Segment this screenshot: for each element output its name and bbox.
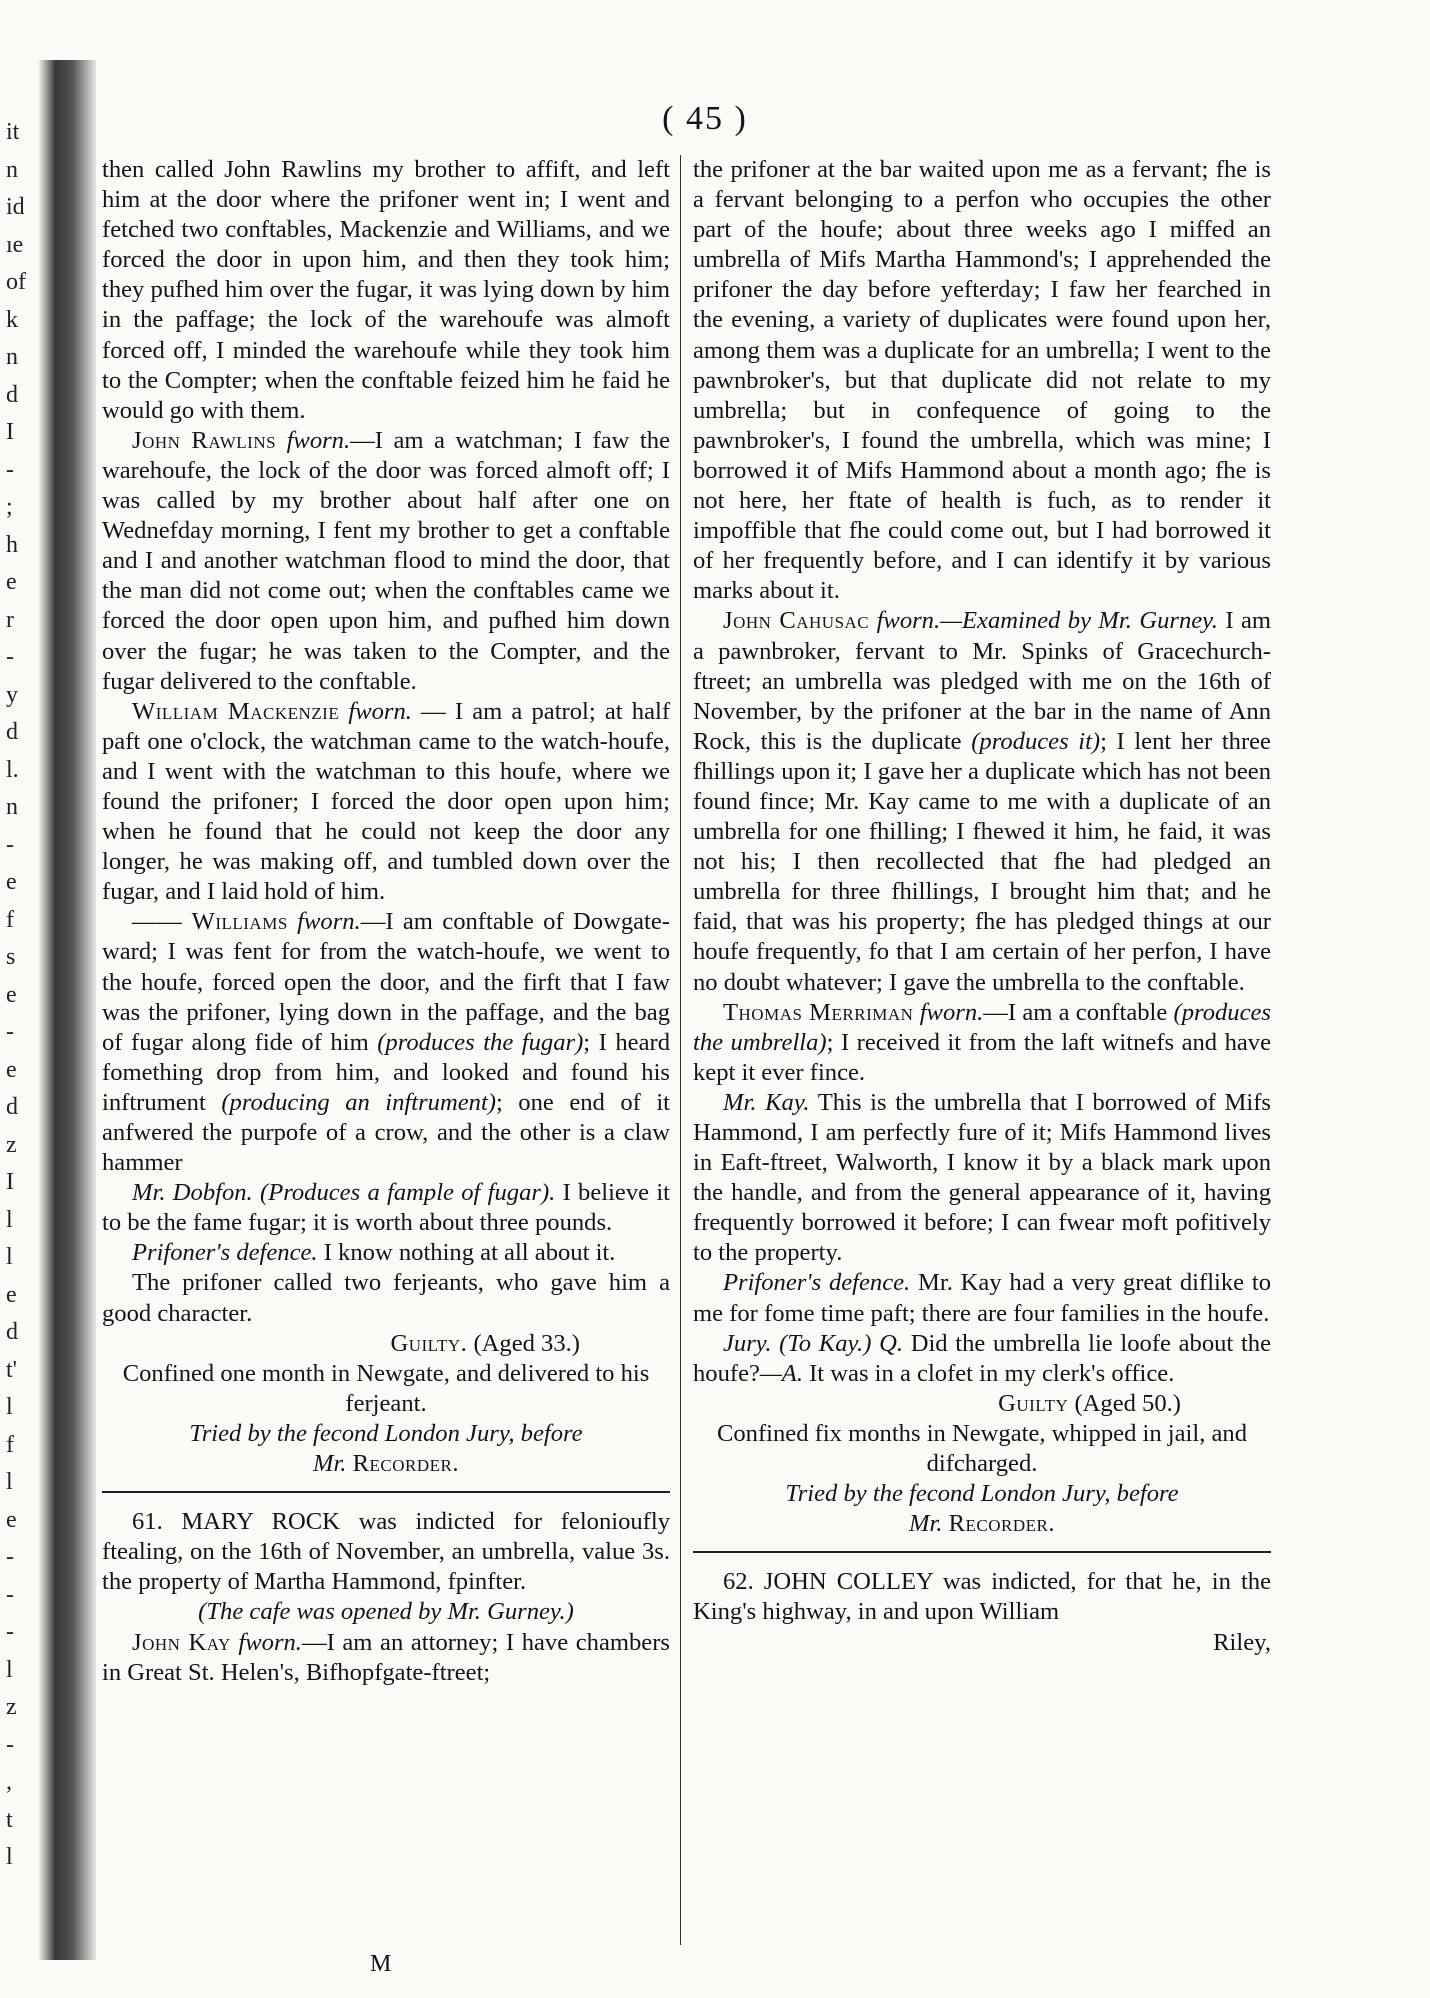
- margin-fragment: of: [6, 269, 26, 295]
- testimony-thomas-merriman: [693, 998, 1271, 1088]
- testimony-john-kay: [102, 1628, 670, 1688]
- margin-fragment: id: [6, 194, 25, 220]
- case-opened: (The cafe was opened by Mr. Gurney.): [198, 1598, 574, 1626]
- margin-fragment: I: [6, 419, 14, 445]
- jury-question: [693, 1329, 1271, 1389]
- testimony-text: I believe it to be the fame fugar; it is worth about three pounds.: [102, 1179, 671, 1237]
- margin-fragment: it: [6, 119, 20, 145]
- testimony-text: ; I heard fomething drop from him, and looked and found his inftrument: [102, 1028, 670, 1116]
- page-number: ( 45 ): [662, 100, 748, 137]
- margin-fragment: e: [6, 1506, 17, 1533]
- catchword: M: [370, 1951, 392, 1977]
- margin-fragment: I: [6, 1169, 14, 1195]
- case-separator: [693, 1551, 1271, 1553]
- margin-fragment: d: [6, 1094, 18, 1120]
- sentence: Confined fix months in Newgate, whipped in jail, and difcharged.: [716, 1419, 1248, 1478]
- testimony-text: —I am conftable of Dowgate-ward; I was fent for from the watch-houfe, we went to the houfe, forced open the door, and the firft that I faw was the prifoner, lying down in the paffage, and the bag of fugar along fide of him: [102, 908, 670, 1056]
- testimony-mr-dobson: [102, 1178, 670, 1238]
- sworn-label: fworn.: [919, 998, 984, 1026]
- margin-fragment: ıe: [6, 231, 24, 258]
- verdict-label: Guilty.: [390, 1329, 468, 1357]
- margin-fragment: -: [6, 1019, 14, 1045]
- answer-label: —A.: [759, 1359, 803, 1387]
- right-column: [693, 155, 1271, 1658]
- defence-text: Mr. Kay had a very great diflike to me for fome time paft; there are four families in the houfe.: [693, 1269, 1271, 1327]
- margin-fragment: e: [6, 1281, 17, 1308]
- margin-fragment: -: [6, 831, 14, 858]
- verdict: [693, 1389, 1271, 1419]
- recorder-line: [102, 1449, 670, 1479]
- testimony-john-cahusac: [693, 606, 1271, 997]
- margin-fragment: l.: [6, 756, 19, 783]
- testimony-mr-kay: [693, 1088, 1271, 1269]
- margin-fragment: l: [6, 1394, 13, 1420]
- testimony-continued: the prifoner at the bar waited upon me as a fervant; fhe is a fervant belonging to a perfon who occupies the other part of the houfe; about three weeks ago I miffed an umbrella of Mifs Martha Hammond's; I apprehended the prifoner the day before yefterday; I faw her fearched in the evening, a variety of duplicates were found upon her, among them was a duplicate for an umbrella; I went to the pawnbroker's, but that duplicate did not relate to my umbrella; but in confequence of going to the pawnbroker's, I found the umbrella, which was mine; I borrowed it of Mifs Hammond about a month ago; fhe is not here, her ftate of health is fuch, as to render it impoffible that fhe could come out, but I had borrowed it of her frequently before, and I can identify it by various marks about it.: [693, 156, 1271, 605]
- defence-label: Prifoner's defence.: [723, 1269, 911, 1297]
- recorder: Recorder.: [948, 1510, 1056, 1538]
- left-column: [102, 155, 670, 1688]
- testimony-text: —I am a watchman; I faw the warehoufe, the lock of the door was forced almoft off; I was called by my brother about half after one on Wednefday morning, I fent my brother to get a conftable and I and another watchman flood to mind the door, that the man did not come out; when the conftables came we forced the door open upon him, and pufhed him down over the fugar; he was taken to the Compter, and the fugar delivered to the conftable.: [102, 426, 670, 695]
- examined-by: —Examined by Mr. Gurney.: [940, 607, 1218, 635]
- margin-fragment: n: [6, 156, 18, 183]
- recorder: Recorder.: [352, 1450, 460, 1478]
- testimony-john-rawlins: [102, 426, 670, 697]
- testimony-williams: [102, 907, 670, 1178]
- margin-fragment: t': [6, 1356, 17, 1383]
- verdict-age: (Aged 33.): [467, 1329, 580, 1357]
- margin-fragment: ;: [6, 494, 13, 520]
- margin-fragment: -: [6, 1581, 14, 1608]
- margin-fragment: -: [6, 456, 14, 483]
- defence-label: Prifoner's defence.: [132, 1239, 318, 1267]
- answer-text: It was in a clofet in my clerk's office.: [802, 1359, 1175, 1387]
- margin-fragment: l: [6, 1244, 13, 1270]
- testimony-text: —I am an attorney; I have chambers in Great St. Helen's, Bifhopfgate-ftreet;: [102, 1628, 670, 1686]
- witness-name: William Mackenzie: [132, 697, 340, 725]
- margin-fragment: l: [6, 1469, 13, 1495]
- prisoner-defence: [693, 1268, 1271, 1328]
- margin-fragment: n: [6, 794, 18, 820]
- stage-direction: (producing an inftrument): [221, 1088, 496, 1116]
- witness-name: John Cahusac: [723, 607, 870, 635]
- stage-direction: (produces it): [971, 727, 1101, 755]
- sworn-label: fworn.: [876, 607, 941, 635]
- testimony-text: ; I received it from the laft witnefs and have kept it ever fince.: [693, 1028, 1271, 1086]
- testimony-text: —I am a conftable: [983, 998, 1174, 1026]
- testimony-text: I am a pawnbroker, fervant to Mr. Spinks of Gracechurch-ftreet; an umbrella was pledged with me on the 16th of November, by the prifoner at the bar in the name of Ann Rock, this is the duplicate: [693, 607, 1271, 755]
- margin-fragment: f: [6, 906, 14, 933]
- testimony-text: — I am a patrol; at half paft one o'clock, the watchman came to the watch-houfe, and I went with the watchman to this houfe, where we found the prifoner; I forced the door open upon him; when he found that he could not keep the door any longer, he was making off, and tumbled down over the fugar, and I laid hold of him.: [102, 697, 671, 906]
- margin-fragment: n: [6, 344, 18, 370]
- margin-fragment: k: [6, 306, 18, 333]
- question-label: Jury. (To Kay.) Q.: [723, 1329, 903, 1357]
- sworn-label: fworn.: [286, 426, 351, 454]
- margin-fragment: l: [6, 1656, 13, 1683]
- verdict: [102, 1329, 670, 1359]
- witness-name: Mr. Dobfon.: [132, 1179, 253, 1207]
- margin-fragment: e: [6, 1056, 17, 1083]
- column-divider: [680, 155, 681, 1945]
- sworn-label: fworn.: [348, 697, 412, 725]
- margin-fragment: l: [6, 1844, 13, 1870]
- case-separator: [102, 1491, 670, 1493]
- witness-name: Mr. Kay.: [723, 1088, 810, 1116]
- margin-fragment: -: [6, 644, 14, 670]
- defence-text: I know nothing at all about it.: [317, 1239, 616, 1267]
- testimony-text: ; I lent her three fhillings upon it; I gave her a duplicate which has not been found fince; Mr. Kay came to me with a duplicate of an umbrella for one fhilling; I fhewed it him, he faid, it was not his; I then recollected that fhe had pledged an umbrella for three fhillings, I brought him that; and he faid, that was his property; fhe has pledged things at our houfe frequently, fo that I am certain of her perfon, I have no doubt whatever; I gave the umbrella to the conftable.: [693, 727, 1271, 996]
- margin-fragment: s: [6, 944, 16, 970]
- binding-shadow: [38, 60, 96, 1960]
- witness-name: John Kay: [132, 1628, 231, 1656]
- margin-fragment: d: [6, 719, 18, 745]
- margin-fragment: ,: [6, 1769, 12, 1795]
- margin-fragment: e: [6, 869, 17, 895]
- margin-fragment: z: [6, 1131, 17, 1158]
- testimony-continued: then called John Rawlins my brother to affift, and left him at the door where the prifoner went in; I went and fetched two conftables, Mackenzie and Williams, and we forced the door in upon him, and then they took him; they pufhed him over the fugar, it was lying down by him in the paffage; the lock of the warehoufe was almoft forced off, I minded the warehoufe while they took him to the Compter; when the conftable feized him he faid he would go with them.: [102, 156, 670, 424]
- stage-direction: (produces the umbrella): [693, 998, 1271, 1056]
- witness-name: John Rawlins: [132, 426, 277, 454]
- character-witnesses: The prifoner called two ferjeants, who gave him a good character.: [102, 1269, 670, 1327]
- tried-by: Tried by the fecond London Jury, before: [785, 1480, 1179, 1508]
- sworn-label: fworn.: [238, 1628, 302, 1656]
- margin-fragment: t: [6, 1806, 13, 1833]
- testimony-text: ; one end of it anfwered the purpofe of a crow, and the other is a claw hammer: [102, 1088, 670, 1177]
- sentence: Confined one month in Newgate, and delivered to his ferjeant.: [122, 1359, 650, 1417]
- margin-fragment: r: [6, 606, 14, 633]
- case-heading-61: 61. MARY ROCK was indicted for felonioufly ftealing, on the 16th of November, an umbrella, value 3s. the property of Martha Hammond, fpinfter.: [102, 1508, 670, 1596]
- margin-fragment: -: [6, 1619, 14, 1645]
- recorder-line: [693, 1509, 1271, 1539]
- prisoner-defence: [102, 1238, 670, 1268]
- recorder-prefix: Mr.: [908, 1510, 943, 1538]
- stage-direction: (Produces a fample of fugar).: [260, 1179, 556, 1207]
- margin-fragment: -: [6, 1731, 14, 1758]
- testimony-text: This is the umbrella that I borrowed of Mifs Hammond, I am perfectly fure of it; Mifs Hammond lives in Eaft-ftreet, Walworth, I know it by a black mark upon the handle, and from the general appearance of it, having frequently borrowed it before; I can fwear moft pofitively to the property.: [693, 1088, 1271, 1267]
- margin-fragment: z: [6, 1694, 17, 1720]
- question-text: Did the umbrella lie loofe about the houfe?: [693, 1329, 1272, 1387]
- margin-fragment: d: [6, 381, 18, 408]
- witness-name: —— Williams: [132, 908, 288, 936]
- margin-fragment: h: [6, 531, 18, 558]
- verdict-age: (Aged 50.): [1068, 1389, 1181, 1417]
- margin-fragment: -: [6, 1544, 14, 1570]
- case-heading-62: 62. JOHN COLLEY was indicted, for that he, in the King's highway, in and upon William: [693, 1568, 1271, 1626]
- margin-fragment: l: [6, 1206, 13, 1233]
- witness-name: Thomas Merriman: [723, 998, 914, 1026]
- tried-by: Tried by the fecond London Jury, before: [189, 1419, 583, 1447]
- testimony-william-mackenzie: [102, 697, 670, 908]
- verdict-label: Guilty: [998, 1389, 1069, 1417]
- margin-fragment: f: [6, 1431, 14, 1458]
- recorder-prefix: Mr.: [312, 1450, 347, 1478]
- sworn-label: fworn.: [297, 908, 361, 936]
- margin-fragment: e: [6, 569, 17, 595]
- case-continued: Riley,: [1213, 1628, 1271, 1656]
- margin-fragment: y: [6, 681, 18, 708]
- margin-fragment: d: [6, 1319, 18, 1345]
- stage-direction: (produces the fugar): [377, 1028, 584, 1056]
- margin-fragment: e: [6, 981, 17, 1008]
